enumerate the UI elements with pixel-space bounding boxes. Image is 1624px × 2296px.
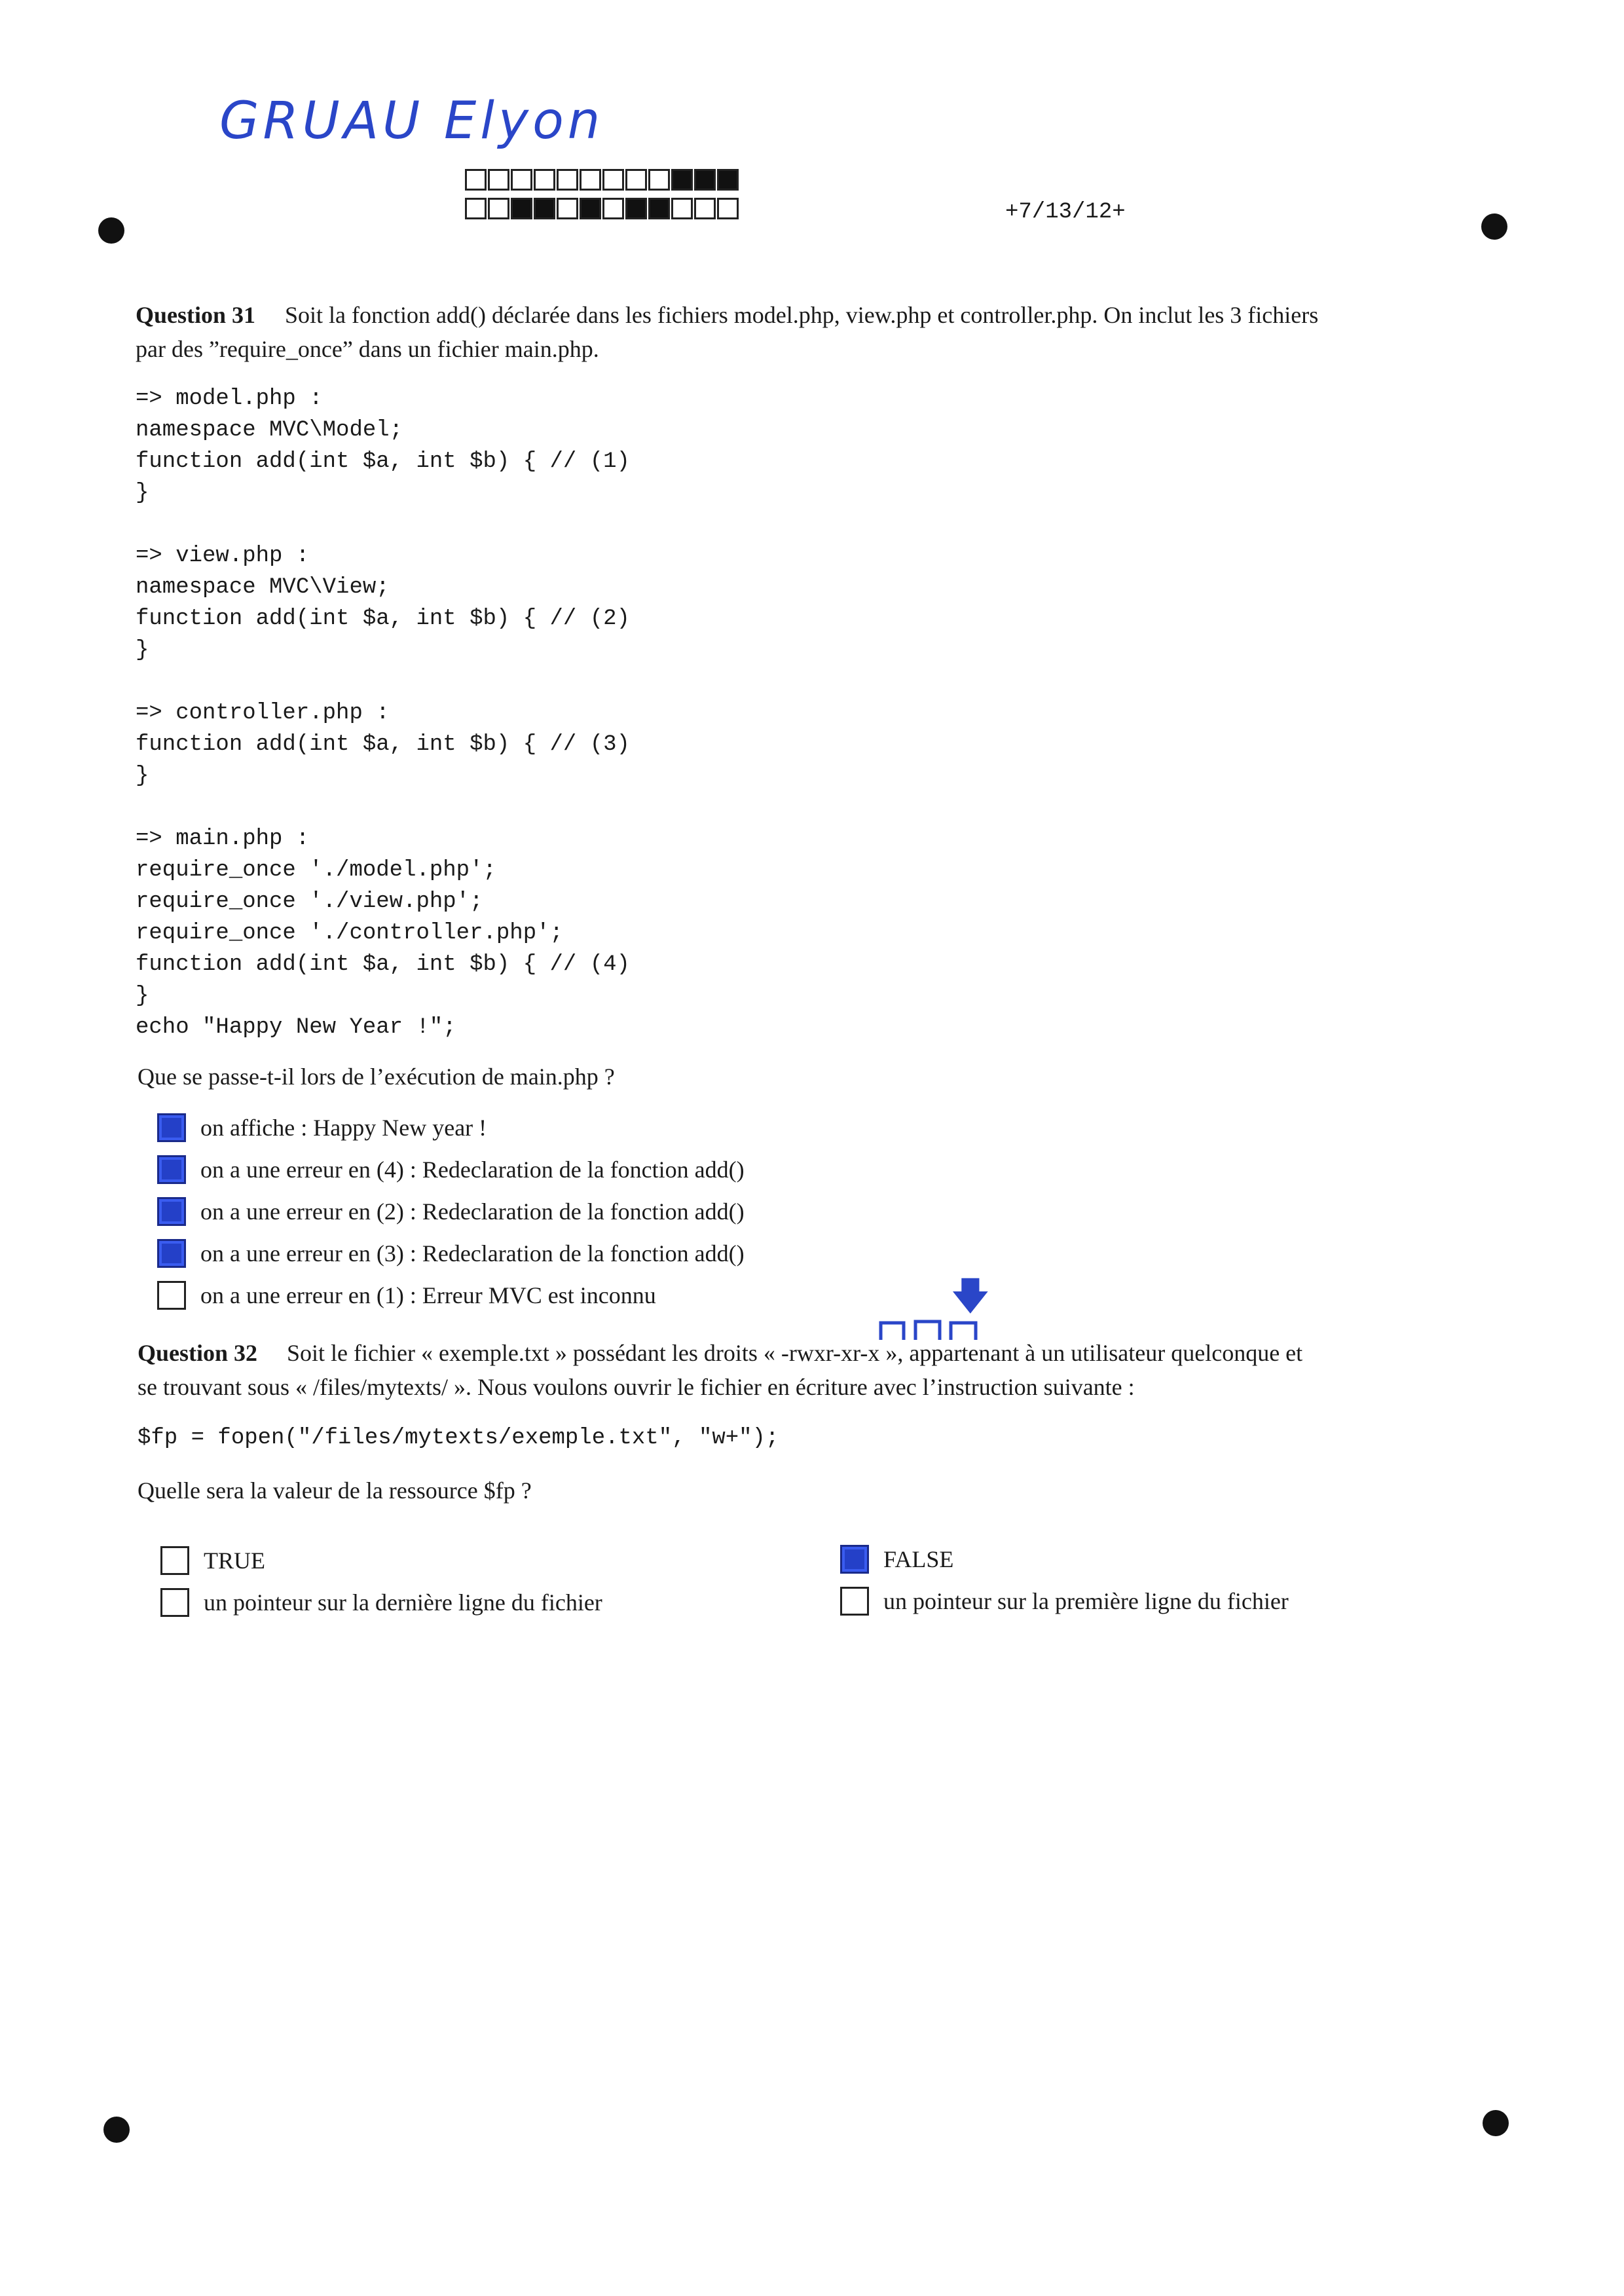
student-id-row-2-cell[interactable] [488, 198, 509, 219]
question-31-statement [136, 298, 1498, 366]
student-id-row-2-cell[interactable] [602, 198, 624, 219]
student-id-row-2-cell[interactable] [465, 198, 487, 219]
option-label: on a une erreur en (4) : Redeclaration de la fonction add() [200, 1157, 745, 1183]
question-31-label: Question 31 [136, 302, 256, 328]
code-line: => controller.php : [136, 701, 390, 726]
permission-string: -rwxr-xr-x [781, 1340, 880, 1366]
code-line: function add(int $a, int $b) { // (2) [136, 606, 630, 631]
student-id-row-1-cell[interactable] [557, 169, 578, 191]
student-id-row-2-cell[interactable] [671, 198, 693, 219]
option-label: FALSE [883, 1546, 954, 1572]
code-line: } [136, 764, 149, 788]
question-31-option[interactable] [157, 1111, 487, 1144]
student-id-row-1-cell[interactable] [534, 169, 555, 191]
student-id-row-1-cell[interactable] [717, 169, 739, 191]
code-line: } [136, 481, 149, 506]
question-31-code-block [136, 383, 630, 1043]
question-31-option[interactable] [157, 1237, 745, 1270]
student-id-row-2-cell[interactable] [511, 198, 532, 219]
question-32-option[interactable] [160, 1544, 265, 1577]
option-label: on affiche : Happy New year ! [200, 1115, 487, 1141]
student-id-row-1-cell[interactable] [602, 169, 624, 191]
code-line: require_once './model.php'; [136, 858, 496, 883]
question-32-option[interactable] [840, 1543, 953, 1576]
code-line: => view.php : [136, 544, 310, 568]
student-id-row-1-cell[interactable] [511, 169, 532, 191]
student-id-row-1-cell[interactable] [625, 169, 647, 191]
question-32-code: $fp = fopen("/files/mytexts/exemple.txt", "w+"); [138, 1426, 779, 1451]
registration-dot-bottom-left [103, 2117, 130, 2143]
page-identifier: +7/13/12+ [1005, 200, 1126, 225]
question-32-label: Question 32 [138, 1340, 258, 1366]
student-id-grid-row-1 [465, 169, 740, 191]
student-id-row-1-cell[interactable] [580, 169, 601, 191]
question-32-text-part-b: », appartenant à un utilisateur quelconque et [879, 1340, 1303, 1366]
code-line: function add(int $a, int $b) { // (1) [136, 449, 630, 474]
student-id-row-2-cell[interactable] [557, 198, 578, 219]
code-line: echo "Happy New Year !"; [136, 1015, 456, 1040]
student-id-row-2-cell[interactable] [625, 198, 647, 219]
student-id-row-2-cell[interactable] [694, 198, 716, 219]
student-id-row-1-cell[interactable] [488, 169, 509, 191]
checkbox[interactable] [160, 1588, 189, 1617]
question-31-option[interactable] [157, 1279, 656, 1312]
student-id-grid-row-2 [465, 198, 740, 219]
code-line: function add(int $a, int $b) { // (4) [136, 952, 630, 977]
question-32-text-part-a: Soit le fichier « exemple.txt » possédant les droits « [287, 1340, 781, 1366]
code-line: => model.php : [136, 386, 323, 411]
question-32-option[interactable] [160, 1586, 602, 1619]
checkbox[interactable] [840, 1587, 869, 1616]
option-label: on a une erreur en (1) : Erreur MVC est inconnu [200, 1282, 656, 1308]
code-line: } [136, 984, 149, 1009]
code-line [136, 509, 630, 540]
question-32-text-line-2: se trouvant sous « /files/mytexts/ ». Nous voulons ouvrir le fichier en écriture avec l’instruction suivante : [138, 1374, 1135, 1400]
checked-checkbox[interactable] [840, 1545, 869, 1574]
registration-dot-top-right [1481, 213, 1507, 240]
student-id-row-1-cell[interactable] [694, 169, 716, 191]
question-32-prompt: Quelle sera la valeur de la ressource $fp ? [138, 1477, 532, 1504]
question-31-text-line-1: Soit la fonction add() déclarée dans les fichiers model.php, view.php et controller.php. On inclut les 3 fichiers [285, 302, 1319, 328]
code-line: require_once './view.php'; [136, 889, 483, 914]
code-line [136, 666, 630, 697]
question-32-option[interactable] [840, 1585, 1289, 1618]
option-label: TRUE [204, 1547, 265, 1574]
option-label: on a une erreur en (3) : Redeclaration de la fonction add() [200, 1240, 745, 1267]
code-line: => main.php : [136, 826, 310, 851]
student-id-row-1-cell[interactable] [648, 169, 670, 191]
student-id-row-1-cell[interactable] [671, 169, 693, 191]
code-line: require_once './controller.php'; [136, 921, 563, 946]
option-label: un pointeur sur la dernière ligne du fichier [204, 1589, 602, 1616]
question-31-option[interactable] [157, 1195, 745, 1228]
student-id-row-2-cell[interactable] [717, 198, 739, 219]
question-31-option[interactable] [157, 1153, 745, 1186]
student-id-row-2-cell[interactable] [580, 198, 601, 219]
student-id-row-1-cell[interactable] [465, 169, 487, 191]
question-31-text-line-2: par des ”require_once” dans un fichier main.php. [136, 336, 599, 362]
handwritten-arrow-icon: 🡇 [951, 1274, 990, 1318]
student-id-row-2-cell[interactable] [648, 198, 670, 219]
code-line: namespace MVC\View; [136, 575, 390, 600]
option-label: un pointeur sur la première ligne du fichier [883, 1588, 1289, 1614]
checked-checkbox[interactable] [157, 1155, 186, 1184]
question-31-prompt: Que se passe-t-il lors de l’exécution de main.php ? [138, 1064, 615, 1090]
code-line: } [136, 638, 149, 663]
handwritten-student-name: GRUAU Elyon [219, 92, 604, 151]
option-label: on a une erreur en (2) : Redeclaration de la fonction add() [200, 1198, 745, 1225]
checkbox[interactable] [157, 1281, 186, 1310]
code-line [136, 792, 630, 823]
code-line: namespace MVC\Model; [136, 418, 403, 443]
checkbox[interactable] [160, 1546, 189, 1575]
question-32-statement [138, 1336, 1500, 1404]
student-id-row-2-cell[interactable] [534, 198, 555, 219]
checked-checkbox[interactable] [157, 1113, 186, 1142]
checked-checkbox[interactable] [157, 1197, 186, 1226]
code-line: function add(int $a, int $b) { // (3) [136, 732, 630, 757]
registration-dot-bottom-right [1483, 2110, 1509, 2136]
registration-dot-top-left [98, 217, 124, 244]
checked-checkbox[interactable] [157, 1239, 186, 1268]
